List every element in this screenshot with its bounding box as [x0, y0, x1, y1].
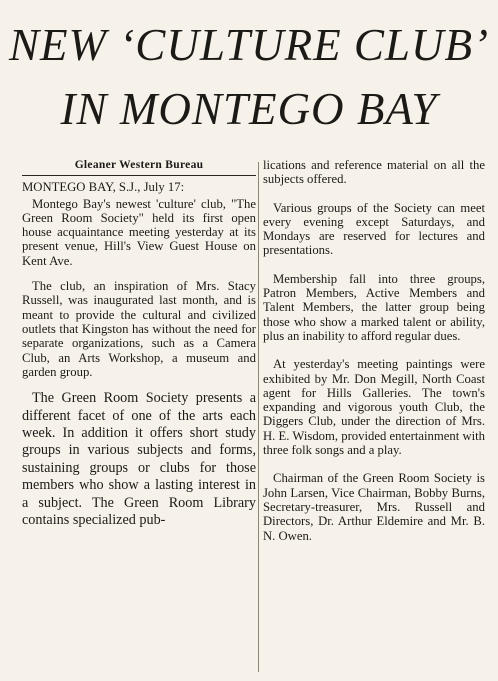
- dateline: MONTEGO BAY, S.J., July 17:: [22, 180, 185, 195]
- headline-line-2: IN MONTEGO BAY: [60, 83, 438, 134]
- byline: Gleaner Western Bureau: [22, 158, 256, 176]
- paragraph: Membership fall into three groups, Patron Members, Active Members and Talent Members, the latter group being those who show a marked talent or ability, plus an inability to afford regular dues.: [263, 271, 485, 343]
- headline-line-1: NEW ‘CULTURE CLUB’: [8, 19, 490, 70]
- paragraph: The club, an inspiration of Mrs. Stacy Russell, was inaugurated last month, and is meant to provide the cultural and civilized outlets that Kingston has without the need for separate organizations, such as a Camera Club, an Arts Workshop, a museum and garden group.: [22, 279, 256, 379]
- article-column-right: [263, 158, 485, 557]
- article-body: [0, 158, 498, 678]
- paragraph: Chairman of the Green Room Society is John Larsen, Vice Chairman, Bobby Burns, Secretary-treasurer, Mrs. Russell and Directors, Dr. Arthur Eldemire and Mr. B. N. Owen.: [263, 471, 485, 543]
- article-column-left: [22, 158, 256, 529]
- headline: [0, 0, 498, 132]
- paragraph: Montego Bay's newest 'culture' club, "The Green Room Society" held its first open house acquaintance meeting yesterday at its present venue, Hill's View Guest House on Kent Ave.: [22, 196, 256, 268]
- paragraph: lications and reference material on all the subjects offered.: [263, 158, 485, 187]
- paragraph: At yesterday's meeting paintings were exhibited by Mr. Don Megill, North Coast agent for Hills Galleries. The town's expanding and vigorous youth Club, the Diggers Club, under the direction of Mrs. H. E. Wisdom, provided entertainment with three folk songs and a play.: [263, 357, 485, 458]
- paragraph: Various groups of the Society can meet every evening except Saturdays, and Mondays are reserved for lectures and presentations.: [263, 200, 485, 258]
- paragraph: The Green Room Society presents a different facet of one of the arts each week. In addition it offers short study groups in various subjects and forms, sustaining groups or clubs for those members who show a lasting interest in a subject. The Green Room Library contains specialized pub-: [22, 390, 256, 528]
